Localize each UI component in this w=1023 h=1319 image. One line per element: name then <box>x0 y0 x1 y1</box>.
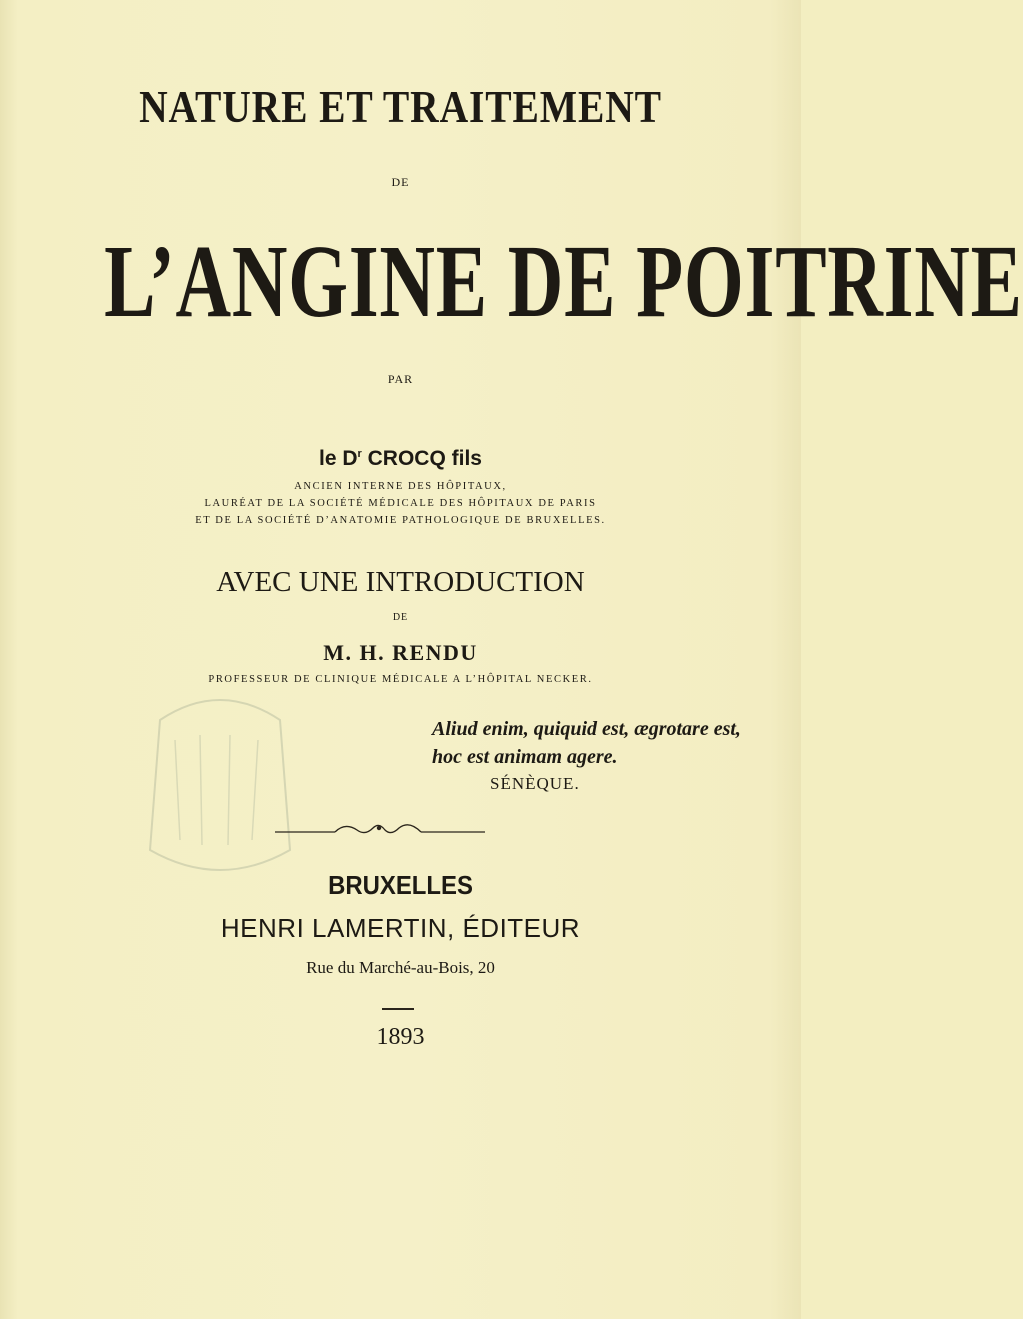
introduction-heading: AVEC UNE INTRODUCTION <box>216 566 585 598</box>
ornament-rule-icon <box>275 818 485 842</box>
imprint-city: BRUXELLES <box>328 870 473 900</box>
author-credential: ET DE LA SOCIÉTÉ D’ANATOMIE PATHOLOGIQUE DE BRUXELLES. <box>195 515 606 526</box>
author-credential: LAURÉAT DE LA SOCIÉTÉ MÉDICALE DES HÔPITAUX DE PARIS <box>204 498 597 509</box>
introduction-author: M. H. RENDU <box>323 640 478 665</box>
title-connector: DE <box>391 175 410 189</box>
author-prefix-sup: r <box>357 448 362 460</box>
by-label: PAR <box>387 372 414 386</box>
title-line-2: L’ANGINE DE POITRINE <box>104 224 1023 339</box>
imprint-address: Rue du Marché-au-Bois, 20 <box>306 958 495 977</box>
epigraph-attribution: SÉNÈQUE. <box>490 774 580 793</box>
introduction-connector: DE <box>392 612 409 623</box>
epigraph <box>432 715 741 771</box>
author-name-line <box>0 447 801 471</box>
author-name: CROCQ fils <box>367 447 482 470</box>
divider <box>382 1008 414 1010</box>
imprint-publisher: HENRI LAMERTIN, ÉDITEUR <box>220 913 581 943</box>
author-credential: ANCIEN INTERNE DES HÔPITAUX, <box>294 481 507 492</box>
title-line-1: NATURE ET TRAITEMENT <box>139 81 662 132</box>
epigraph-line-2: hoc est animam agere. <box>432 746 618 768</box>
epigraph-line-1: Aliud enim, quiquid est, ægrotare est, <box>432 718 741 740</box>
library-stamp-icon <box>140 680 300 880</box>
imprint-year: 1893 <box>376 1024 425 1050</box>
introduction-author-position: PROFESSEUR DE CLINIQUE MÉDICALE A L’HÔPITAL NECKER. <box>208 674 593 685</box>
author-prefix: le D <box>319 447 358 470</box>
